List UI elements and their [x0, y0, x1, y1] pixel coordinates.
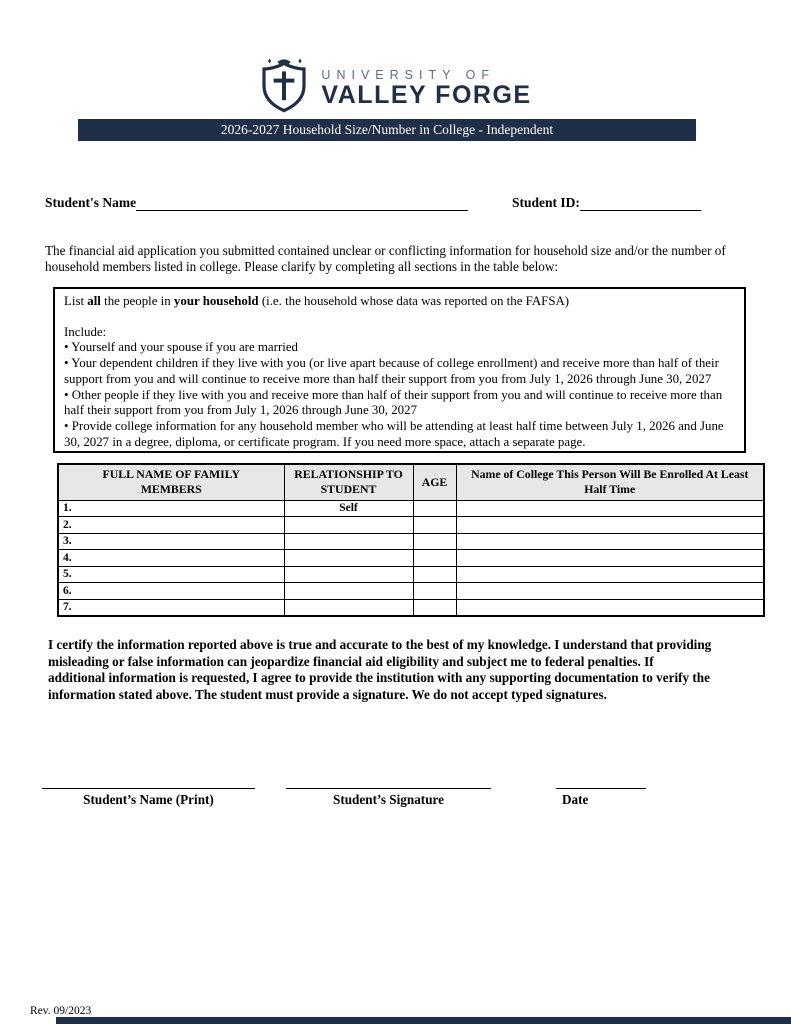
relationship-cell[interactable]: Self — [284, 500, 413, 517]
student-identity-row — [45, 195, 701, 211]
instruction-bullet: • Provide college information for any household member who will be attending at least half time between July 1, 2026 and June 30, 2027 in a degree, diploma, or certificate program. If you need more space, attach a separate page. — [64, 419, 724, 449]
age-cell[interactable] — [413, 583, 456, 600]
age-cell[interactable] — [413, 500, 456, 517]
instruction-bullet: • Other people if they live with you and receive more than half of their support from you and will continue to receive more than half their support from you from July 1, 2026 through June 30, 2027 — [64, 387, 723, 418]
household-instructions-box — [53, 287, 746, 453]
age-cell[interactable] — [413, 550, 456, 567]
print-name-label: Student’s Name (Print) — [83, 792, 214, 807]
revision-note: Rev. 09/2023 — [30, 1005, 92, 1017]
college-cell[interactable] — [456, 599, 764, 616]
shield-crest-icon — [259, 57, 309, 118]
college-cell[interactable] — [456, 550, 764, 567]
relationship-cell[interactable] — [284, 599, 413, 616]
header-full-name: FULL NAME OF FAMILY MEMBERS — [58, 464, 284, 500]
logo-university-of: UNIVERSITY OF — [321, 67, 496, 82]
college-cell[interactable] — [456, 500, 764, 517]
intro-paragraph: The financial aid application you submitted contained unclear or conflicting information for household size and/or the number of household members listed in college. Please clarify by completing all sections in the table below: — [45, 243, 726, 274]
age-cell[interactable] — [413, 599, 456, 616]
student-id-label: Student ID: — [512, 195, 580, 210]
instructions-lead: List all the people in your household (i.e. the household whose data was reported on the FAFSA) — [64, 294, 570, 308]
student-name-input-line[interactable] — [136, 195, 468, 211]
household-members-table — [57, 463, 765, 617]
college-cell[interactable] — [456, 517, 764, 534]
student-id-input-line[interactable] — [580, 195, 701, 211]
college-cell[interactable] — [456, 533, 764, 550]
age-cell[interactable] — [413, 566, 456, 583]
table-row — [58, 583, 764, 600]
student-name-label: Student's Name — [45, 195, 137, 210]
header-relationship: RELATIONSHIP TO STUDENT — [284, 464, 413, 500]
relationship-cell[interactable] — [284, 583, 413, 600]
row-number[interactable]: 4. — [58, 550, 284, 567]
relationship-cell[interactable] — [284, 566, 413, 583]
college-cell[interactable] — [456, 583, 764, 600]
age-cell[interactable] — [413, 533, 456, 550]
table-row — [58, 500, 764, 517]
table-row — [58, 550, 764, 567]
form-title-banner: 2026-2027 Household Size/Number in College - Independent — [78, 119, 696, 141]
row-number[interactable]: 6. — [58, 583, 284, 600]
table-row — [58, 566, 764, 583]
header-college: Name of College This Person Will Be Enrolled At Least Half Time — [456, 464, 764, 500]
table-header-row — [58, 464, 764, 500]
logo-valley-forge: VALLEY FORGE — [321, 80, 532, 109]
instruction-bullet: • Your dependent children if they live with you (or live apart because of college enrollment) and receive more than half of their support from you and will continue to receive more than half their support from you from July 1, 2026 through June 30, 2027 — [64, 356, 719, 386]
include-label: Include: — [64, 324, 107, 339]
college-cell[interactable] — [456, 566, 764, 583]
certification-statement: I certify the information reported above is true and accurate to the best of my knowledge. I understand that providing misleading or false information can jeopardize financial aid eligibility and subject me to federal penalties. If additional information is requested, I agree to provide the institution with any supporting documentation to verify the information stated above. The student must provide a signature. We do not accept typed signatures. — [48, 637, 712, 702]
instruction-bullet: • Yourself and your spouse if you are married — [64, 340, 298, 355]
relationship-cell[interactable] — [284, 550, 413, 567]
relationship-cell[interactable] — [284, 533, 413, 550]
date-label: Date — [562, 792, 589, 807]
age-cell[interactable] — [413, 517, 456, 534]
university-logo — [0, 57, 791, 118]
signature-block-date[interactable] — [556, 788, 646, 808]
signature-block-signature[interactable] — [286, 788, 491, 808]
table-row — [58, 533, 764, 550]
signature-label: Student’s Signature — [332, 792, 445, 807]
row-number[interactable]: 2. — [58, 517, 284, 534]
table-row — [58, 599, 764, 616]
row-number[interactable]: 7. — [58, 599, 284, 616]
row-number[interactable]: 3. — [58, 533, 284, 550]
header-age: AGE — [413, 464, 456, 500]
page-footer-bar — [56, 1017, 791, 1024]
relationship-cell[interactable] — [284, 517, 413, 534]
table-row — [58, 517, 764, 534]
row-number[interactable]: 1. — [58, 500, 284, 517]
signature-block-print-name[interactable] — [42, 788, 255, 808]
row-number[interactable]: 5. — [58, 566, 284, 583]
